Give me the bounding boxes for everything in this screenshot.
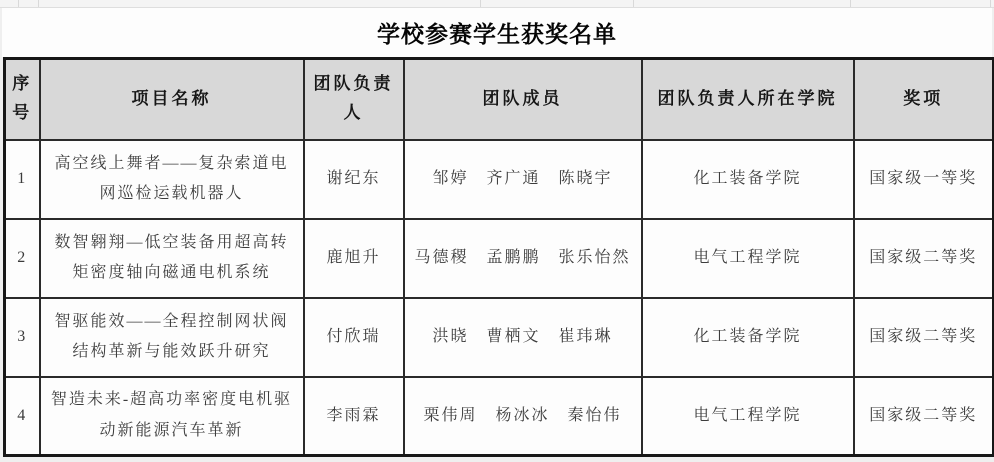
spreadsheet-gridline-strip (0, 0, 994, 8)
table-row (5, 219, 994, 298)
gridline (18, 0, 19, 7)
cell-members: 栗伟周 杨冰冰 秦怡伟 (404, 377, 642, 456)
cell-project: 数智翱翔—低空装备用超高转矩密度轴向磁通电机系统 (40, 219, 304, 298)
cell-project: 智驱能效——全程控制网状阀结构革新与能效跃升研究 (40, 298, 304, 377)
cell-no: 4 (5, 377, 40, 456)
title-band (2, 8, 992, 57)
cell-award: 国家级二等奖 (854, 219, 994, 298)
cell-leader: 鹿旭升 (304, 219, 404, 298)
cell-award: 国家级一等奖 (854, 140, 994, 219)
cell-project: 高空线上舞者——复杂索道电网巡检运载机器人 (40, 140, 304, 219)
cell-college: 化工装备学院 (642, 140, 854, 219)
gridline (38, 0, 39, 7)
cell-leader: 付欣瑞 (304, 298, 404, 377)
cell-members: 马德稷 孟鹏鹏 张乐怡然 (404, 219, 642, 298)
header-cell-award: 奖项 (854, 59, 994, 140)
header-cell-members: 团队成员 (404, 59, 642, 140)
header-cell-leader: 团队负责人 (304, 59, 404, 140)
cell-members: 邹婷 齐广通 陈晓宇 (404, 140, 642, 219)
cell-college: 电气工程学院 (642, 219, 854, 298)
cell-college: 电气工程学院 (642, 377, 854, 456)
gridline (480, 0, 481, 7)
gridline (990, 0, 991, 7)
cell-award: 国家级二等奖 (854, 298, 994, 377)
cell-members: 洪晓 曹栖文 崔玮琳 (404, 298, 642, 377)
cell-no: 2 (5, 219, 40, 298)
cell-no: 1 (5, 140, 40, 219)
table-row (5, 377, 994, 456)
cell-project: 智造未来-超高功率密度电机驱动新能源汽车革新 (40, 377, 304, 456)
page-title: 学校参赛学生获奖名单 (377, 22, 617, 47)
awards-table (3, 57, 994, 457)
cell-no: 3 (5, 298, 40, 377)
cell-college: 化工装备学院 (642, 298, 854, 377)
gridline (633, 0, 634, 7)
cell-leader: 李雨霖 (304, 377, 404, 456)
header-row (5, 59, 994, 140)
table-row (5, 298, 994, 377)
header-cell-project: 项目名称 (40, 59, 304, 140)
header-cell-college: 团队负责人所在学院 (642, 59, 854, 140)
table-row (5, 140, 994, 219)
header-cell-no: 序号 (5, 59, 40, 140)
gridline (850, 0, 851, 7)
cell-leader: 谢纪东 (304, 140, 404, 219)
cell-award: 国家级二等奖 (854, 377, 994, 456)
